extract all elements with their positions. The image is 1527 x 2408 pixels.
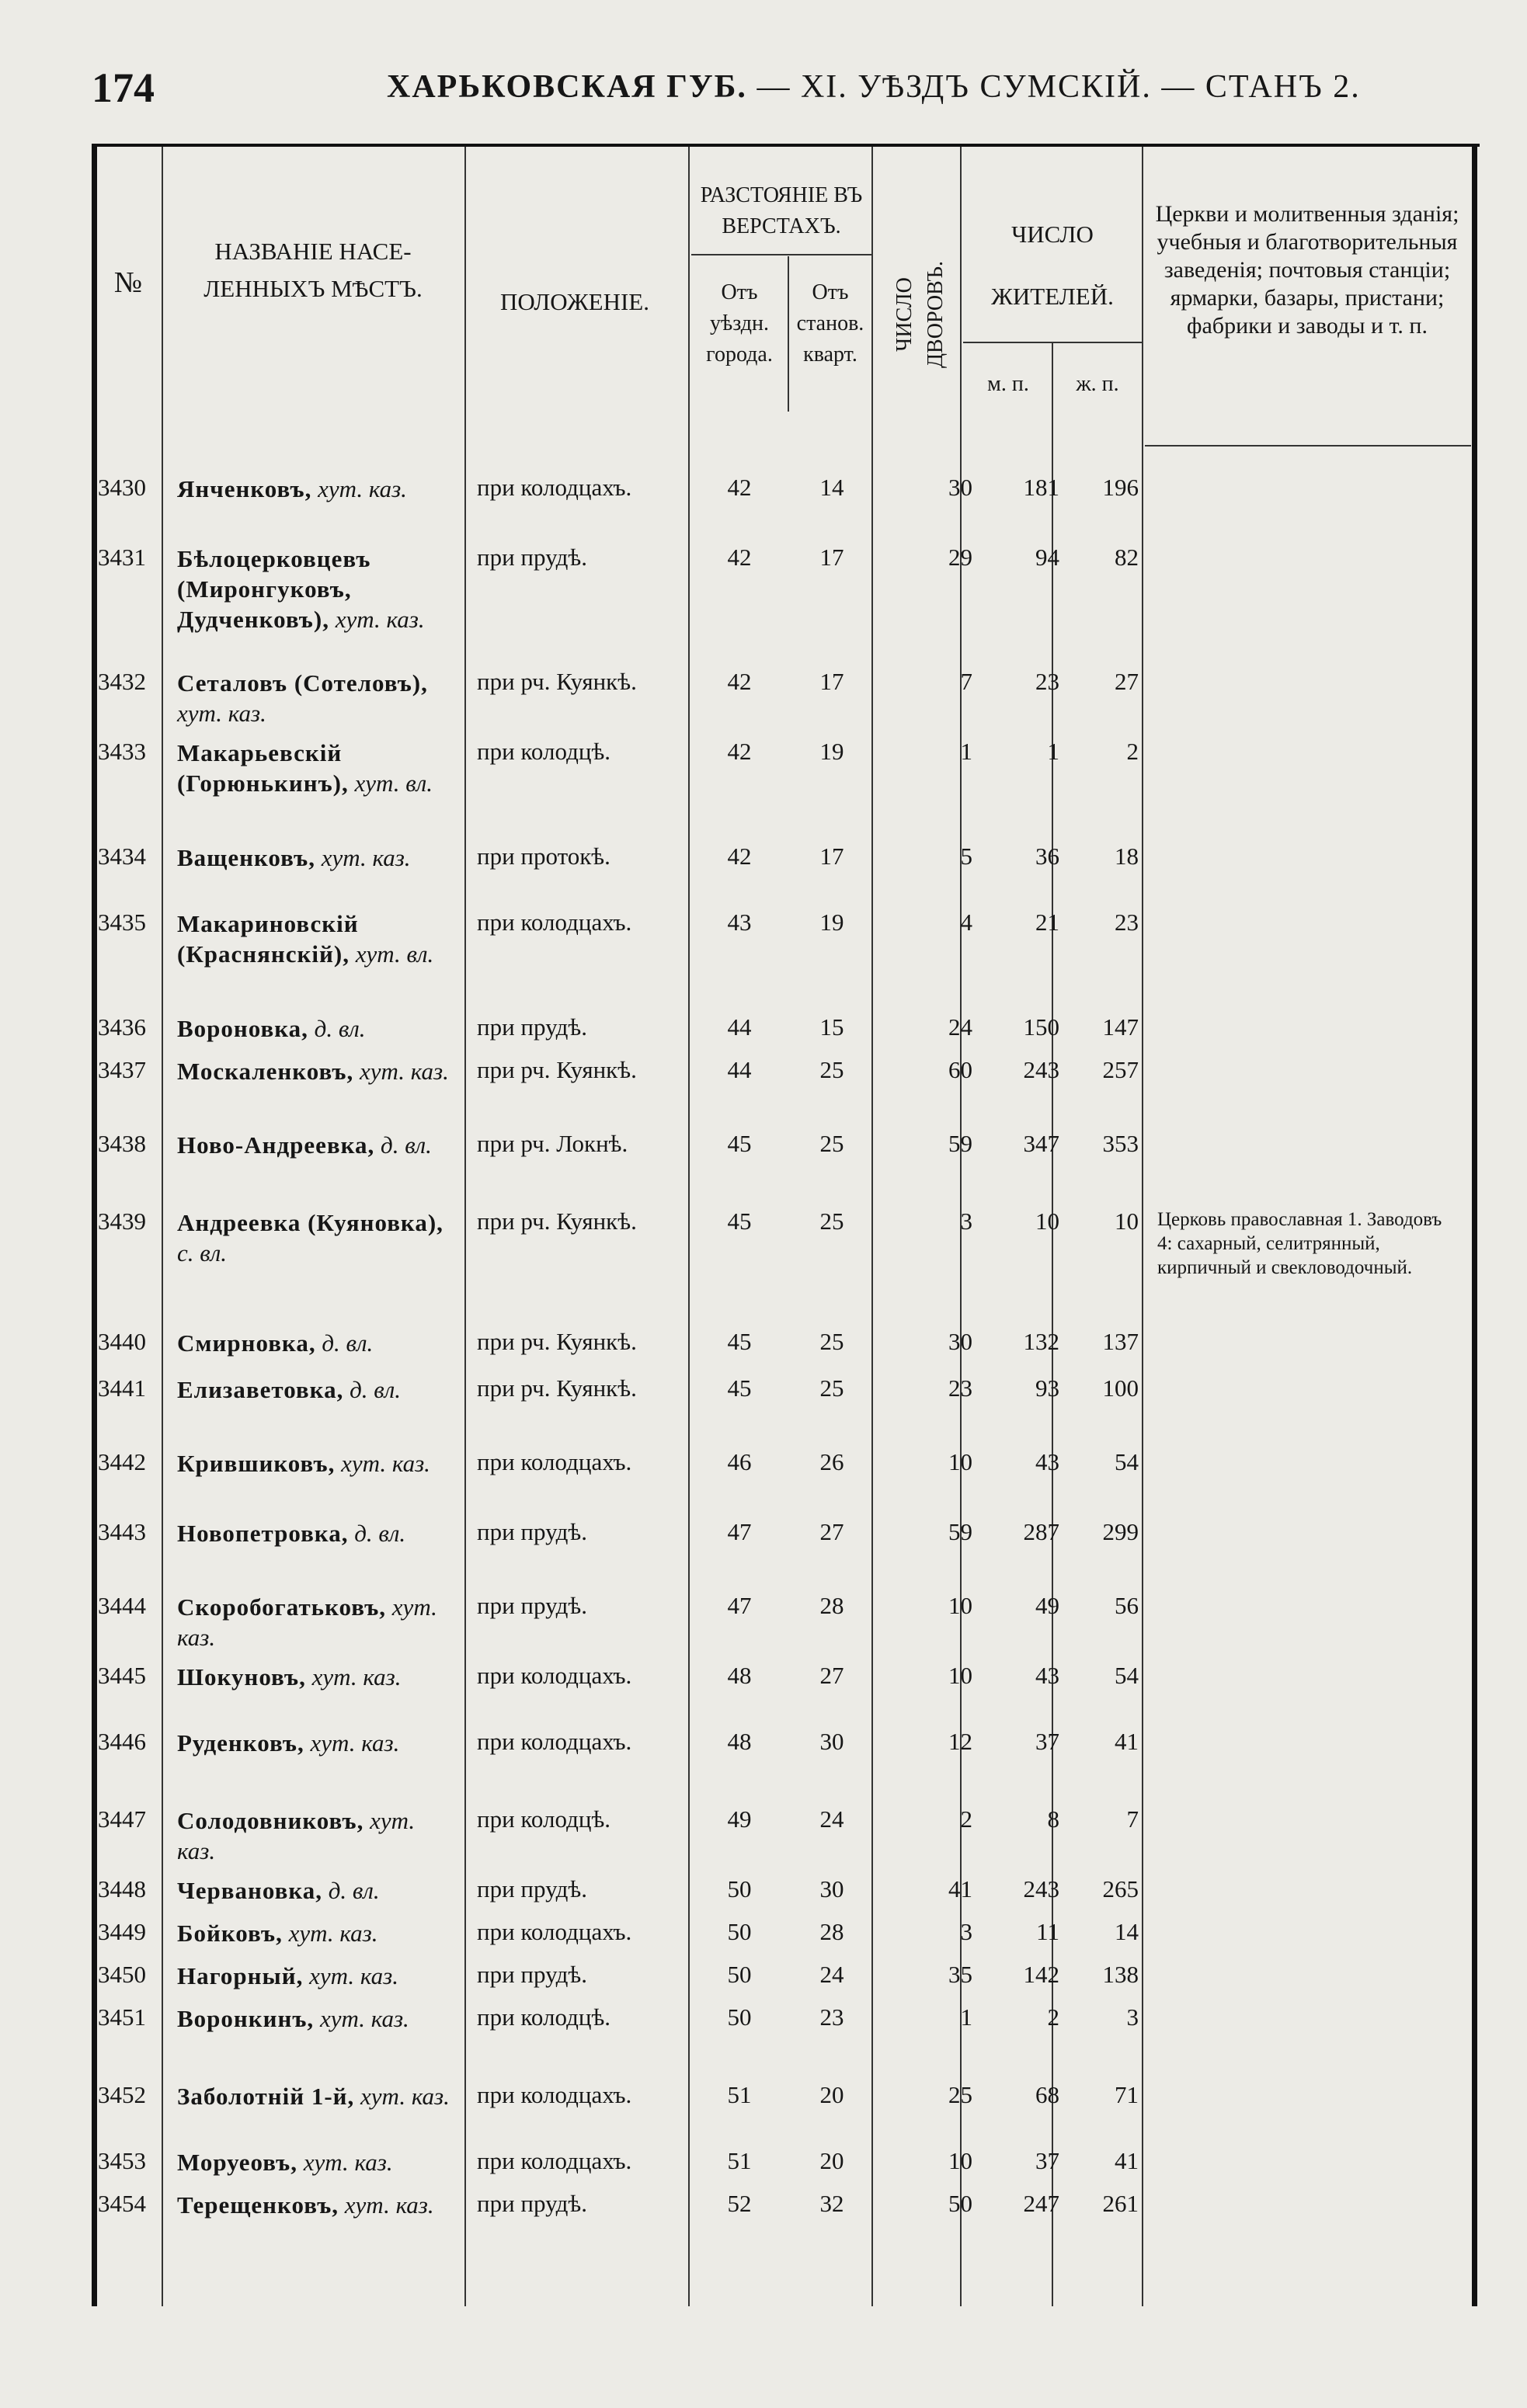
place-name: Янченковъ, bbox=[177, 475, 312, 502]
row-male: 11 bbox=[1036, 1918, 1059, 1945]
row-position: при протокѣ. bbox=[477, 843, 610, 870]
row-yards: 29 bbox=[948, 544, 972, 571]
row-place-name bbox=[177, 474, 457, 504]
row-male: 247 bbox=[1023, 2190, 1059, 2217]
settlement-type: д. вл. bbox=[348, 1520, 406, 1547]
row-distance-stan: 26 bbox=[819, 1448, 844, 1475]
row-distance-uezd: 50 bbox=[727, 1961, 752, 1988]
settlement-type: хут. каз. bbox=[177, 1593, 437, 1651]
row-position: при колодцахъ. bbox=[477, 1662, 632, 1689]
column-rule bbox=[788, 256, 789, 412]
row-distance-uezd: 42 bbox=[727, 668, 752, 695]
settlement-type: д. вл. bbox=[315, 1329, 374, 1357]
row-yards: 10 bbox=[948, 2147, 972, 2174]
row-male: 181 bbox=[1023, 474, 1059, 501]
row-number: 3431 bbox=[98, 544, 146, 571]
row-female: 353 bbox=[1102, 1130, 1139, 1157]
distance-header-rule bbox=[691, 254, 871, 255]
row-distance-stan: 25 bbox=[819, 1207, 844, 1235]
settlement-type: хут. каз. bbox=[335, 1450, 430, 1477]
row-male: 37 bbox=[1035, 2147, 1059, 2174]
row-distance-uezd: 43 bbox=[727, 909, 752, 936]
row-place-name bbox=[177, 1207, 457, 1268]
row-male: 142 bbox=[1023, 1961, 1059, 1988]
row-female: 299 bbox=[1102, 1518, 1139, 1545]
row-distance-uezd: 47 bbox=[727, 1518, 752, 1545]
settlement-type: д. вл. bbox=[308, 1015, 366, 1042]
col-position-header: ПОЛОЖЕНІЕ. bbox=[500, 288, 649, 315]
row-number: 3444 bbox=[98, 1592, 146, 1619]
row-yards: 12 bbox=[948, 1728, 972, 1755]
row-distance-uezd: 44 bbox=[727, 1013, 752, 1041]
row-number: 3432 bbox=[98, 668, 146, 695]
settlement-type: хут. вл. bbox=[348, 770, 433, 797]
row-yards: 1 bbox=[960, 2003, 972, 2031]
row-yards: 2 bbox=[960, 1805, 972, 1833]
place-name: Руденковъ, bbox=[177, 1729, 304, 1756]
row-male: 243 bbox=[1023, 1056, 1059, 1083]
row-yards: 10 bbox=[948, 1592, 972, 1619]
row-female: 196 bbox=[1102, 474, 1139, 501]
row-position: при рч. Локнѣ. bbox=[477, 1130, 628, 1157]
row-distance-uezd: 46 bbox=[727, 1448, 752, 1475]
row-position: при прудѣ. bbox=[477, 544, 588, 571]
row-distance-uezd: 45 bbox=[727, 1207, 752, 1235]
row-distance-stan: 25 bbox=[819, 1328, 844, 1355]
col-population-group-header: ЧИСЛО ЖИТЕЛЕЙ. bbox=[991, 221, 1114, 310]
row-number: 3446 bbox=[98, 1728, 146, 1755]
row-distance-stan: 23 bbox=[819, 2003, 844, 2031]
settlement-type: д. вл. bbox=[322, 1877, 380, 1904]
row-female: 27 bbox=[1115, 668, 1139, 695]
row-distance-stan: 25 bbox=[819, 1374, 844, 1402]
row-place-name bbox=[177, 1328, 457, 1358]
row-yards: 30 bbox=[948, 474, 972, 501]
row-female: 7 bbox=[1126, 1805, 1139, 1833]
row-place-name bbox=[177, 1875, 457, 1906]
settlement-type: хут. каз. bbox=[305, 1663, 402, 1690]
row-distance-stan: 25 bbox=[819, 1130, 844, 1157]
row-yards: 59 bbox=[948, 1518, 972, 1545]
row-distance-stan: 28 bbox=[819, 1918, 844, 1945]
row-distance-stan: 19 bbox=[819, 738, 844, 765]
row-male: 43 bbox=[1035, 1662, 1059, 1689]
place-name: Шокуновъ, bbox=[177, 1663, 306, 1690]
row-male: 23 bbox=[1035, 668, 1059, 695]
running-title bbox=[387, 68, 1361, 106]
place-name: Бѣлоцерковцевъ (Миронгуковъ, Дудченковъ), bbox=[177, 545, 371, 633]
row-place-name bbox=[177, 1056, 457, 1086]
row-place-name bbox=[177, 1130, 457, 1160]
row-position: при колодцахъ. bbox=[477, 1448, 632, 1475]
row-yards: 41 bbox=[948, 1875, 972, 1902]
col-distance-uezd-header: Отъ уѣздн. города. bbox=[706, 280, 773, 367]
column-rule bbox=[162, 147, 163, 2306]
settlement-type: д. вл. bbox=[343, 1376, 401, 1403]
settlement-type: хут. каз. bbox=[315, 844, 411, 871]
row-female: 41 bbox=[1115, 2147, 1139, 2174]
row-note: Церковь православная 1. Заводовъ 4: сахарный, селитрянный, кирпичный и свекловодочный. bbox=[1157, 1209, 1442, 1278]
table-frame-right-rule bbox=[1472, 144, 1477, 2306]
row-male: 68 bbox=[1035, 2081, 1059, 2108]
place-name: Макарьевскій (Горюнькинъ), bbox=[177, 739, 349, 797]
row-male: 347 bbox=[1023, 1130, 1059, 1157]
row-position: при рч. Куянкѣ. bbox=[477, 1056, 637, 1083]
row-male: 243 bbox=[1023, 1875, 1059, 1902]
row-position: при рч. Куянкѣ. bbox=[477, 1207, 637, 1235]
row-distance-uezd: 47 bbox=[727, 1592, 752, 1619]
row-distance-stan: 15 bbox=[819, 1013, 844, 1041]
row-distance-stan: 20 bbox=[819, 2081, 844, 2108]
row-distance-stan: 17 bbox=[819, 843, 844, 870]
place-name: Ново-Андреевка, bbox=[177, 1131, 375, 1159]
row-distance-uezd: 42 bbox=[727, 474, 752, 501]
place-name: Елизаветовка, bbox=[177, 1376, 344, 1403]
settlement-type: хут. каз. bbox=[311, 475, 407, 502]
row-female: 56 bbox=[1115, 1592, 1139, 1619]
row-distance-stan: 27 bbox=[819, 1662, 844, 1689]
header-bottom-rule bbox=[1145, 445, 1471, 447]
row-place-name bbox=[177, 668, 457, 728]
row-distance-uezd: 42 bbox=[727, 738, 752, 765]
settlement-type: хут. каз. bbox=[303, 1962, 398, 1989]
row-position: при колодцахъ. bbox=[477, 2147, 632, 2174]
row-place-name bbox=[177, 2147, 457, 2177]
place-name: Нагорный, bbox=[177, 1962, 304, 1989]
row-female: 138 bbox=[1102, 1961, 1139, 1988]
row-position: при прудѣ. bbox=[477, 2190, 588, 2217]
row-female: 54 bbox=[1115, 1448, 1139, 1475]
row-position: при рч. Куянкѣ. bbox=[477, 668, 637, 695]
row-place-name bbox=[177, 1805, 457, 1866]
row-distance-stan: 32 bbox=[819, 2190, 844, 2217]
row-female: 261 bbox=[1102, 2190, 1139, 2217]
row-male: 10 bbox=[1035, 1207, 1059, 1235]
row-position: при колодцахъ. bbox=[477, 1918, 632, 1945]
row-place-name bbox=[177, 909, 457, 969]
row-distance-uezd: 51 bbox=[727, 2081, 752, 2108]
row-number: 3450 bbox=[98, 1961, 146, 1988]
row-yards: 24 bbox=[948, 1013, 972, 1041]
place-name: Бойковъ, bbox=[177, 1920, 283, 1947]
settlement-type: хут. каз. bbox=[297, 2149, 393, 2176]
row-male: 93 bbox=[1035, 1374, 1059, 1402]
row-position: при прудѣ. bbox=[477, 1875, 588, 1902]
row-male: 287 bbox=[1023, 1518, 1059, 1545]
row-position: при колодцахъ. bbox=[477, 909, 632, 936]
row-yards: 3 bbox=[960, 1207, 972, 1235]
place-name: Ващенковъ, bbox=[177, 844, 315, 871]
row-number: 3449 bbox=[98, 1918, 146, 1945]
settlement-type: хут. вл. bbox=[349, 940, 434, 968]
row-male: 36 bbox=[1035, 843, 1059, 870]
row-number: 3452 bbox=[98, 2081, 146, 2108]
row-place-name bbox=[177, 2003, 457, 2034]
row-distance-uezd: 45 bbox=[727, 1374, 752, 1402]
place-name: Моруеовъ, bbox=[177, 2149, 298, 2176]
column-rule bbox=[464, 147, 466, 2306]
settlement-type: хут. каз. bbox=[353, 1058, 449, 1085]
row-place-name bbox=[177, 738, 457, 798]
row-yards: 59 bbox=[948, 1130, 972, 1157]
row-position: при прудѣ. bbox=[477, 1592, 588, 1619]
settlement-type: хут. каз. bbox=[177, 700, 266, 727]
row-distance-uezd: 50 bbox=[727, 1918, 752, 1945]
row-male: 43 bbox=[1035, 1448, 1059, 1475]
place-name: Скоробогатьковъ, bbox=[177, 1593, 387, 1621]
section-title: — XI. УѢЗДЪ СУМСКІЙ. — СТАНЪ 2. bbox=[757, 69, 1361, 105]
row-male: 1 bbox=[1047, 738, 1059, 765]
row-number: 3436 bbox=[98, 1013, 146, 1041]
row-male: 37 bbox=[1035, 1728, 1059, 1755]
place-name: Андреевка (Куяновка), bbox=[177, 1209, 443, 1236]
row-female: 3 bbox=[1126, 2003, 1139, 2031]
row-male: 8 bbox=[1047, 1805, 1059, 1833]
row-female: 100 bbox=[1102, 1374, 1139, 1402]
governorate-title: ХАРЬКОВСКАЯ ГУБ. bbox=[387, 69, 747, 105]
row-position: при колодцахъ. bbox=[477, 2081, 632, 2108]
settlement-type: с. вл. bbox=[177, 1239, 227, 1267]
place-name: Заболотній 1-й, bbox=[177, 2083, 355, 2110]
row-female: 14 bbox=[1115, 1918, 1139, 1945]
row-distance-uezd: 48 bbox=[727, 1728, 752, 1755]
settlement-type: хут. каз. bbox=[339, 2191, 434, 2219]
row-position: при колодцахъ. bbox=[477, 474, 632, 501]
col-female-header: ж. п. bbox=[1076, 372, 1119, 396]
row-distance-stan: 30 bbox=[819, 1875, 844, 1902]
row-number: 3435 bbox=[98, 909, 146, 936]
row-distance-stan: 28 bbox=[819, 1592, 844, 1619]
row-place-name bbox=[177, 1518, 457, 1548]
row-position: при прудѣ. bbox=[477, 1518, 588, 1545]
row-male: 49 bbox=[1035, 1592, 1059, 1619]
row-place-name bbox=[177, 1592, 457, 1652]
row-distance-uezd: 50 bbox=[727, 2003, 752, 2031]
row-distance-stan: 17 bbox=[819, 668, 844, 695]
row-distance-uezd: 45 bbox=[727, 1130, 752, 1157]
row-distance-uezd: 42 bbox=[727, 544, 752, 571]
row-yards: 30 bbox=[948, 1328, 972, 1355]
settlement-type: хут. каз. bbox=[304, 1729, 400, 1756]
col-no-header: № bbox=[113, 266, 143, 299]
row-distance-stan: 24 bbox=[819, 1805, 844, 1833]
row-yards: 1 bbox=[960, 738, 972, 765]
row-female: 265 bbox=[1102, 1875, 1139, 1902]
row-distance-uezd: 52 bbox=[727, 2190, 752, 2217]
row-number: 3442 bbox=[98, 1448, 146, 1475]
row-place-name bbox=[177, 1013, 457, 1044]
row-female: 2 bbox=[1126, 738, 1139, 765]
row-female: 147 bbox=[1102, 1013, 1139, 1041]
place-name: Сеталовъ (Сотеловъ), bbox=[177, 669, 428, 697]
col-distance-stan-header: Отъ станов. кварт. bbox=[796, 280, 864, 367]
row-number: 3443 bbox=[98, 1518, 146, 1545]
row-distance-stan: 25 bbox=[819, 1056, 844, 1083]
row-number: 3445 bbox=[98, 1662, 146, 1689]
row-number: 3434 bbox=[98, 843, 146, 870]
col-yards-header: ЧИСЛО ДВОРОВЪ. bbox=[892, 260, 948, 369]
row-position: при колодцѣ. bbox=[477, 738, 611, 765]
col-male-header: м. п. bbox=[987, 372, 1029, 396]
row-place-name bbox=[177, 1918, 457, 1948]
row-yards: 35 bbox=[948, 1961, 972, 1988]
place-name: Крившиковъ, bbox=[177, 1450, 336, 1477]
row-yards: 10 bbox=[948, 1448, 972, 1475]
row-distance-uezd: 44 bbox=[727, 1056, 752, 1083]
place-name: Червановка, bbox=[177, 1877, 322, 1904]
place-name: Воронкинъ, bbox=[177, 2005, 315, 2032]
row-female: 71 bbox=[1115, 2081, 1139, 2108]
row-number: 3430 bbox=[98, 474, 146, 501]
row-number: 3447 bbox=[98, 1805, 146, 1833]
population-header-rule bbox=[963, 342, 1142, 343]
row-number: 3451 bbox=[98, 2003, 146, 2031]
row-female: 18 bbox=[1115, 843, 1139, 870]
row-yards: 60 bbox=[948, 1056, 972, 1083]
row-number: 3440 bbox=[98, 1328, 146, 1355]
row-male: 21 bbox=[1035, 909, 1059, 936]
row-female: 54 bbox=[1115, 1662, 1139, 1689]
row-distance-uezd: 48 bbox=[727, 1662, 752, 1689]
row-place-name bbox=[177, 1961, 457, 1991]
row-female: 23 bbox=[1115, 909, 1139, 936]
row-female: 41 bbox=[1115, 1728, 1139, 1755]
row-place-name bbox=[177, 843, 457, 873]
settlement-type: хут. каз. bbox=[177, 1807, 416, 1864]
place-name: Макариновскій (Краснянскій), bbox=[177, 910, 359, 968]
row-distance-uezd: 45 bbox=[727, 1328, 752, 1355]
row-position: при рч. Куянкѣ. bbox=[477, 1328, 637, 1355]
row-yards: 7 bbox=[960, 668, 972, 695]
row-position: при колодцахъ. bbox=[477, 1728, 632, 1755]
row-number: 3437 bbox=[98, 1056, 146, 1083]
row-distance-stan: 30 bbox=[819, 1728, 844, 1755]
settlement-type: д. вл. bbox=[374, 1131, 432, 1159]
row-position: при колодцѣ. bbox=[477, 2003, 611, 2031]
col-name-header: НАЗВАНІЕ НАСЕ-ЛЕННЫХЪ МѢСТЪ. bbox=[203, 238, 423, 302]
row-place-name bbox=[177, 2190, 457, 2220]
place-name: Солодовниковъ, bbox=[177, 1807, 364, 1834]
row-distance-uezd: 42 bbox=[727, 843, 752, 870]
settlement-type: хут. каз. bbox=[282, 1920, 378, 1947]
row-number: 3453 bbox=[98, 2147, 146, 2174]
row-yards: 10 bbox=[948, 1662, 972, 1689]
row-number: 3438 bbox=[98, 1130, 146, 1157]
column-rule bbox=[688, 147, 690, 2306]
row-distance-uezd: 50 bbox=[727, 1875, 752, 1902]
row-distance-uezd: 49 bbox=[727, 1805, 752, 1833]
row-place-name bbox=[177, 1662, 457, 1692]
row-number: 3441 bbox=[98, 1374, 146, 1402]
row-place-name bbox=[177, 1374, 457, 1405]
row-distance-stan: 20 bbox=[819, 2147, 844, 2174]
row-male: 150 bbox=[1023, 1013, 1059, 1041]
row-position: при прудѣ. bbox=[477, 1961, 588, 1988]
row-yards: 4 bbox=[960, 909, 972, 936]
row-place-name bbox=[177, 1448, 457, 1479]
row-position: при рч. Куянкѣ. bbox=[477, 1374, 637, 1402]
row-female: 257 bbox=[1102, 1056, 1139, 1083]
row-male: 2 bbox=[1047, 2003, 1059, 2031]
row-yards: 5 bbox=[960, 843, 972, 870]
row-distance-uezd: 51 bbox=[727, 2147, 752, 2174]
row-number: 3439 bbox=[98, 1207, 146, 1235]
row-male: 132 bbox=[1023, 1328, 1059, 1355]
settlement-type: хут. каз. bbox=[354, 2083, 450, 2110]
row-number: 3448 bbox=[98, 1875, 146, 1902]
page-number: 174 bbox=[92, 64, 155, 111]
row-distance-stan: 17 bbox=[819, 544, 844, 571]
col-notes-header: Церкви и молитвенныя зданія; учебныя и благотворительныя заведенія; почтовыя станціи; ярмарки, базары, пристани; фабрики и заводы и т. п. bbox=[1155, 201, 1459, 339]
row-distance-stan: 24 bbox=[819, 1961, 844, 1988]
row-position: при прудѣ. bbox=[477, 1013, 588, 1041]
row-yards: 25 bbox=[948, 2081, 972, 2108]
row-yards: 3 bbox=[960, 1918, 972, 1945]
row-distance-stan: 27 bbox=[819, 1518, 844, 1545]
row-place-name bbox=[177, 2081, 457, 2111]
row-distance-stan: 14 bbox=[819, 474, 844, 501]
row-female: 137 bbox=[1102, 1328, 1139, 1355]
col-distance-group-header: РАЗСТОЯНІЕ ВЪ ВЕРСТАХЪ. bbox=[700, 183, 863, 238]
row-place-name bbox=[177, 1728, 457, 1758]
row-female: 82 bbox=[1115, 544, 1139, 571]
column-rule bbox=[1142, 147, 1143, 2306]
settlement-type: хут. каз. bbox=[329, 606, 425, 633]
row-distance-stan: 19 bbox=[819, 909, 844, 936]
settlement-type: хут. каз. bbox=[314, 2005, 409, 2032]
row-place-name bbox=[177, 544, 457, 634]
place-name: Новопетровка, bbox=[177, 1520, 349, 1547]
row-yards: 23 bbox=[948, 1374, 972, 1402]
place-name: Вороновка, bbox=[177, 1015, 308, 1042]
row-number: 3433 bbox=[98, 738, 146, 765]
row-position: при колодцѣ. bbox=[477, 1805, 611, 1833]
place-name: Смирновка, bbox=[177, 1329, 316, 1357]
place-name: Терещенковъ, bbox=[177, 2191, 339, 2219]
running-header bbox=[92, 64, 1361, 118]
row-yards: 50 bbox=[948, 2190, 972, 2217]
row-female: 10 bbox=[1115, 1207, 1139, 1235]
row-male: 94 bbox=[1035, 544, 1059, 571]
place-name: Москаленковъ, bbox=[177, 1058, 354, 1085]
row-number: 3454 bbox=[98, 2190, 146, 2217]
